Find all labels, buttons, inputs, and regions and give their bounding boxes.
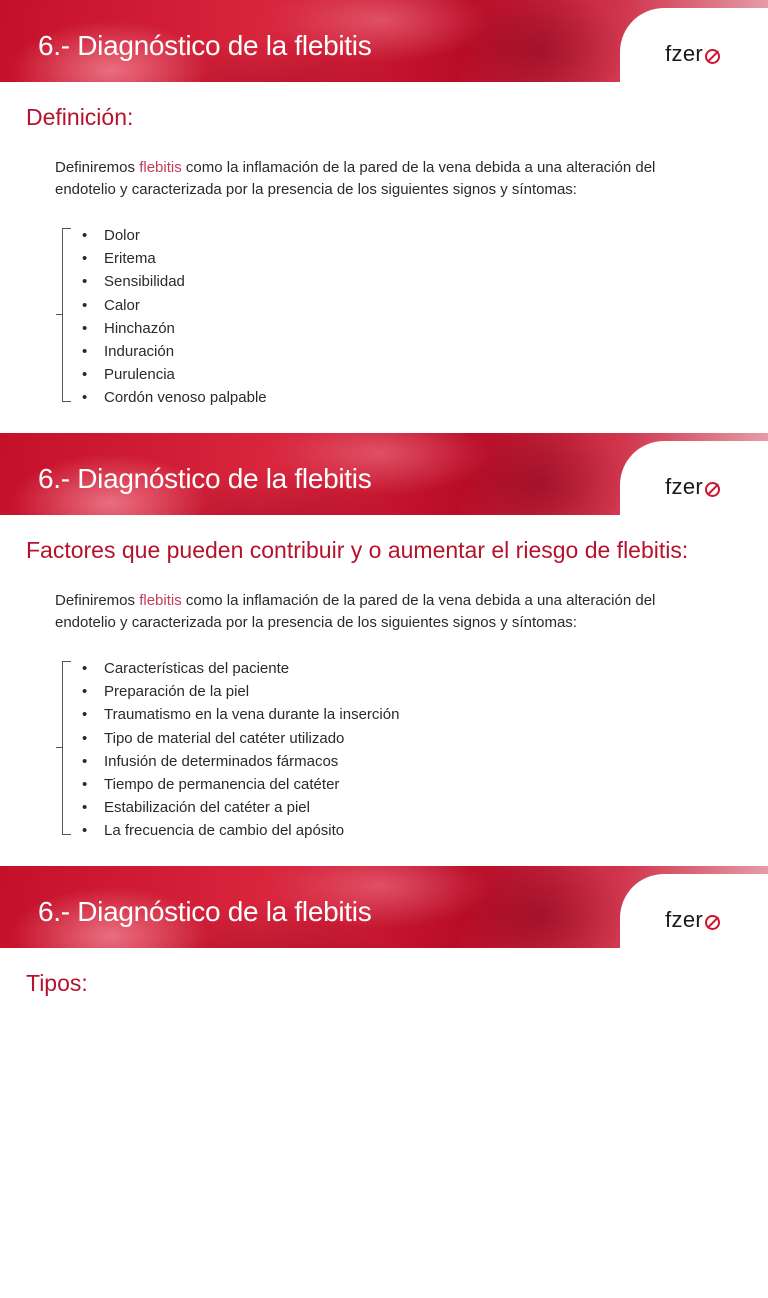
list-item: • La frecuencia de cambio del apósito xyxy=(82,822,345,840)
list-item: • Infusión de determinados fármacos xyxy=(82,752,339,770)
intro-highlight-term: flebitis xyxy=(139,159,182,176)
bullet-icon: • xyxy=(82,366,88,384)
slide-definicion xyxy=(0,0,768,432)
logo-o-slash-icon xyxy=(705,482,720,497)
intro-text-start: Definiremos xyxy=(55,592,140,609)
list-item: • Tipo de material del catéter utilizado xyxy=(82,729,345,747)
bullet-icon: • xyxy=(82,660,88,677)
list-item: • Estabilización del catéter a piel xyxy=(82,799,310,817)
intro-text-end: como la inflamación de la pared de la vena debida a una alteración del endotelio y caracterizada por la presencia de los siguientes signos y síntomas: xyxy=(55,159,656,198)
bracket-decoration xyxy=(62,228,75,402)
bullet-icon: • xyxy=(82,822,88,840)
bullet-icon: • xyxy=(82,296,88,314)
bullet-icon: • xyxy=(82,273,88,291)
symptom-list xyxy=(82,226,267,412)
slide-header-banner xyxy=(0,433,768,515)
list-item: • Calor xyxy=(82,296,140,314)
bullet-icon: • xyxy=(82,729,88,747)
slide-title: 6.- Diagnóstico de la flebitis xyxy=(38,463,372,494)
list-item: • Cordón venoso palpable xyxy=(82,389,267,407)
bullet-icon: • xyxy=(82,752,88,770)
fzero-logo xyxy=(665,474,720,500)
list-item: • Preparación de la piel xyxy=(82,683,250,701)
slide-factores xyxy=(0,433,768,865)
bullet-icon: • xyxy=(82,799,88,817)
slide-title: 6.- Diagnóstico de la flebitis xyxy=(38,30,372,61)
list-item: • Sensibilidad xyxy=(82,273,185,291)
list-item: • Eritema xyxy=(82,250,156,268)
slide-tipos xyxy=(0,866,768,1298)
list-item: • Dolor xyxy=(82,227,140,244)
list-item: • Tiempo de permanencia del catéter xyxy=(82,775,340,793)
slide-title: 6.- Diagnóstico de la flebitis xyxy=(38,896,372,927)
slide-subtitle: Tipos: xyxy=(26,970,88,996)
slide-header-banner xyxy=(0,866,768,948)
list-item: • Traumatismo en la vena durante la inserción xyxy=(82,706,400,724)
risk-factor-list xyxy=(82,659,399,845)
list-item: • Purulencia xyxy=(82,366,175,384)
bullet-icon: • xyxy=(82,683,88,701)
list-item: • Características del paciente xyxy=(82,660,290,677)
bullet-icon: • xyxy=(82,342,88,360)
slide-subtitle: Factores que pueden contribuir y o aumentar el riesgo de flebitis: xyxy=(26,537,689,563)
bullet-icon: • xyxy=(82,250,88,268)
logo-text: fzer xyxy=(665,41,703,66)
bullet-icon: • xyxy=(82,706,88,724)
logo-o-slash-icon xyxy=(705,49,720,64)
intro-text-start: Definiremos xyxy=(55,159,140,176)
bullet-icon: • xyxy=(82,389,88,407)
list-item: • Induración xyxy=(82,342,175,360)
bullet-icon: • xyxy=(82,319,88,337)
intro-paragraph xyxy=(55,157,715,201)
slide-header-banner xyxy=(0,0,768,82)
logo-text: fzer xyxy=(665,907,703,932)
fzero-logo xyxy=(665,907,720,933)
logo-text: fzer xyxy=(665,474,703,499)
list-item: • Hinchazón xyxy=(82,319,175,337)
fzero-logo xyxy=(665,41,720,67)
logo-o-slash-icon xyxy=(705,915,720,930)
bullet-icon: • xyxy=(82,775,88,793)
intro-paragraph xyxy=(55,590,715,634)
bracket-decoration xyxy=(62,661,75,835)
intro-highlight-term: flebitis xyxy=(139,592,182,609)
intro-text-end: como la inflamación de la pared de la vena debida a una alteración del endotelio y caracterizada por la presencia de los siguientes signos y síntomas: xyxy=(55,592,656,631)
bullet-icon: • xyxy=(82,227,88,244)
slide-subtitle: Definición: xyxy=(26,104,134,130)
